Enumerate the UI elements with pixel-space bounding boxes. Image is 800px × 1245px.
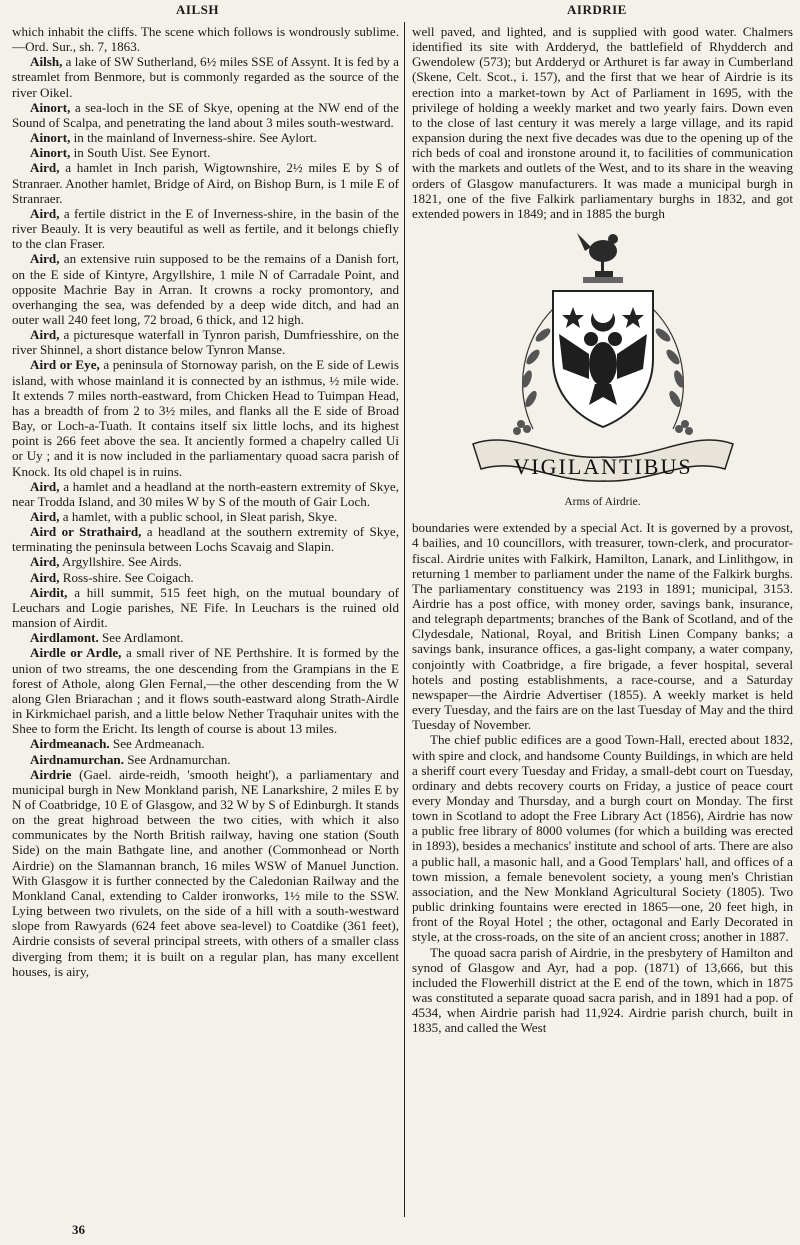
gazetteer-entry bbox=[12, 145, 399, 160]
arms-caption: Arms of Airdrie. bbox=[564, 496, 641, 509]
entry-text: in the mainland of Inverness-shire. See Aylort. bbox=[70, 130, 317, 146]
running-head bbox=[0, 0, 800, 20]
entry-headword: Airdle or Ardle, bbox=[30, 645, 122, 661]
entry-headword: Airdmeanach. bbox=[30, 736, 110, 752]
entry-headword: Ainort, bbox=[30, 145, 71, 161]
entry-text: See Ardnamurchan. bbox=[123, 751, 231, 767]
entry-headword: Aird or Strathaird, bbox=[30, 524, 142, 540]
entry-headword: Ailsh, bbox=[30, 54, 63, 70]
entry-text: The chief public edifices are a good Town-Hall, erected about 1832, with spire and clock, and handsome County Buildings, in which are held a sheriff court every Tuesday and Friday, a small-debt court on Tuesday, ordinary and debts recovery courts on Friday, a justice of peace court every Monday and Thursday, and a burgh court on Monday. The first town in Scotland to adopt the Free Library Act (1856), Airdrie has now a public free library of 8000 volumes (for which a building was erected in 1893), besides a mechanics' institute and school of arts. There are also a public hall, a masonic hall, and a Good Templars' hall, and offices of a town mission, a female benevolent society, a young men's Christian association, and the New Monkland Agricultural Society (1805). Two public drinking fountains were erected in 1865—one, 20 feet high, in front of the Royal Hotel ; the other, octagonal and Early Decorated in style, at the cross-roads, on the site of an ancient cross; another in 1887. bbox=[412, 732, 793, 945]
entry-text: a peninsula of Stornoway parish, on the E side of Lewis island, with whose mainland it is connected by an isthmus, ½ mile wide. It extends 7 miles north-eastward, from Chicken Head to Tuimpan Head, has a breadth of from 2 to 3½ miles, and flanks all the E side of Broad Bay, or Loch-a-Tuath. It contains itself six little lochs, and its highest point is 266 feet above the sea. It anciently formed a chapelry called Ui or Uy ; and it is now included in the parliamentary quoad sacra parish of Knock. Its old chapel is in ruins. bbox=[12, 357, 399, 479]
arms-illustration bbox=[412, 229, 793, 491]
entry-headword: Aird, bbox=[30, 327, 60, 343]
entry-text: a small river of NE Perthshire. It is formed by the union of two streams, the one descending from the Grampians in the E forest of Athole, along Glen Fernal,—the other descending from the W along Glen Briarachan ; and it flows south-eastward along Strath-Airdle in Kirkmichael parish, and a little below Nether Traquhair unites with the Shee to form the Ericht. Its length of course is about 13 miles. bbox=[12, 645, 399, 737]
entry-headword: Aird, bbox=[30, 478, 60, 494]
arms-of-airdrie-icon bbox=[453, 229, 753, 491]
entry-text: See Ardlamont. bbox=[98, 630, 184, 646]
entry-text: a hill summit, 515 feet high, on the mutual boundary of Leuchars and Logie parishes, NE Fife. In Leuchars is the ruined old mansion of Airdit. bbox=[12, 584, 399, 631]
entry-headword: Ainort, bbox=[30, 130, 71, 146]
entry-text: See Ardmeanach. bbox=[109, 736, 205, 752]
entry-headword: Airdnamurchan. bbox=[30, 751, 124, 767]
entry-text: a sea-loch in the SE of Skye, opening at the NW end of the Sound of Scalpa, and penetrating the land about 3 miles south-westward. bbox=[12, 99, 399, 130]
gazetteer-entry bbox=[412, 24, 793, 221]
entry-headword: Airdrie bbox=[30, 766, 72, 782]
entry-headword: Aird, bbox=[30, 554, 60, 570]
gazetteer-entry bbox=[12, 160, 399, 205]
entry-headword: Aird, bbox=[30, 569, 60, 585]
right-column bbox=[412, 24, 793, 1221]
entry-text: in South Uist. See Eynort. bbox=[70, 145, 211, 161]
entry-text: The quoad sacra parish of Airdrie, in the presbytery of Hamilton and synod of Glasgow and Ayr, had a pop. (1871) of 13,666, but this included the Flowerhill district at the E end of the town, which in 1875 was constituted a separate quoad sacra parish, and in 1891 had a pop. of 4534, when Airdrie parish had 11,924. Airdrie parish church, built in 1835, and called the West bbox=[412, 944, 793, 1036]
entry-text: well paved, and lighted, and is supplied with good water. Chalmers identified its site with Ardderyd, the battlefield of Rhydderch and Gwendolew (573); but Ardderyd or Arthuret is far away in Cumberland (Skene, Celt. Scot., i. 157), and the first that we hear of Airdrie is its erection into a market-town by Act of Parliament in 1695, with the privilege of holding a weekly market and two yearly fairs. Down even to the close of last century it was merely a large village, and its rapid expansion during the next five decades was due to the opening up of the rich beds of coal and ironstone around it, to facilities of communication with the markets and outlets of the West, and to its share in the weaving orders of Glasgow manufacturers. It was made a municipal burgh in 1821, one of the five Falkirk parliamentary burghs in 1832, and got extended powers in 1849; and in 1885 the burgh bbox=[412, 24, 793, 221]
arms-motto: VIGILANTIBUS bbox=[512, 454, 693, 480]
entry-text: a fertile district in the E of Inverness-shire, in the basin of the river Beauly. It is very beautiful as well as fertile, and it belongs chiefly to the clan Fraser. bbox=[12, 205, 399, 252]
entry-text: a headland at the southern extremity of Skye, terminating the peninsula between Lochs Scavaig and Slapin. bbox=[12, 524, 399, 555]
column-rule bbox=[404, 22, 405, 1217]
entry-text: Ross-shire. See Coigach. bbox=[59, 569, 194, 585]
gazetteer-entry bbox=[12, 554, 399, 569]
gazetteer-entry bbox=[12, 570, 399, 585]
entry-headword: Airdlamont. bbox=[30, 630, 99, 646]
entry-headword: Aird or Eye, bbox=[30, 357, 100, 373]
gazetteer-entry bbox=[12, 630, 399, 645]
entry-headword: Aird, bbox=[30, 251, 60, 267]
entry-text: a picturesque waterfall in Tynron parish, Dumfriesshire, on the river Shinnel, a short distance below Tynron Manse. bbox=[12, 327, 399, 358]
entry-text: a hamlet in Inch parish, Wigtownshire, 2½ miles E by S of Stranraer. Another hamlet, Bridge of Aird, on Bishop Burn, is 1 mile E of Stranraer. bbox=[12, 160, 399, 206]
entry-text: Argyllshire. See Airds. bbox=[59, 554, 182, 570]
gazetteer-entry bbox=[12, 357, 399, 478]
gazetteer-entry bbox=[12, 54, 399, 99]
gazetteer-entry bbox=[12, 24, 399, 54]
gazetteer-entry bbox=[12, 206, 399, 251]
gazetteer-entry bbox=[12, 524, 399, 554]
running-head-right: AIRDRIE bbox=[567, 2, 627, 17]
gazetteer-entry bbox=[12, 736, 399, 751]
entry-text: (Gael. airde-reidh, 'smooth height'), a parliamentary and municipal burgh in New Monkland parish, NE Lanarkshire, 2 miles E by N of Coatbridge, 10 E of Glasgow, and 32 W by S of Edinburgh. It stands on the great highroad between the two cities, with which it also communicates by the North British railway, having one station (South Side) on the main Bathgate line, and another (Commonhead or North Airdrie) on the Slamannan branch, 16 miles WSW of Manuel Junction. With Glasgow it is further connected by the Caledonian Railway and the Monkland Canal, extending to Calder ironworks, 1½ mile to the SSW. Lying between two rivulets, on the side of a hill with a south-westward slope from Rawyards (624 feet above sea-level) to Coatdike (361 feet), Airdrie consists of several principal streets, with others of a smaller class diverging from them; it is built on a regular plan, has many excellent houses, is airy, bbox=[12, 766, 399, 979]
entry-text: which inhabit the cliffs. The scene which follows is wondrously sublime.—Ord. Sur., sh. 7, 1863. bbox=[12, 24, 399, 55]
right-column-top-text bbox=[412, 24, 793, 221]
gazetteer-entry bbox=[12, 100, 399, 130]
gazetteer-entry bbox=[12, 509, 399, 524]
entry-text: a lake of SW Sutherland, 6½ miles SSE of Assynt. It is fed by a streamlet from Benmore, but is commonly regarded as the source of the river Oikel. bbox=[12, 54, 399, 100]
entry-headword: Aird, bbox=[30, 509, 60, 524]
entry-headword: Ainort, bbox=[30, 99, 71, 115]
gazetteer-entry bbox=[12, 585, 399, 630]
gazetteer-entry bbox=[412, 732, 793, 944]
gazetteer-entry bbox=[12, 327, 399, 357]
gazetteer-entry bbox=[412, 520, 793, 732]
gazetteer-entry bbox=[12, 645, 399, 736]
entry-text: an extensive ruin supposed to be the remains of a Danish fort, on the E side of Kintyre, Argyllshire, 1 mile N of Carradale Point, and opposite Machrie Bay in Arran. It crowns a rocky promontory, and overhanging the sea, was defended by a deep wide ditch, and had an outer wall 240 feet long, 72 broad, 6 thick, and 12 high. bbox=[12, 251, 399, 327]
gazetteer-entry bbox=[12, 130, 399, 145]
left-column bbox=[12, 24, 399, 1221]
page-number: 36 bbox=[72, 1222, 85, 1237]
gazetteer-entry bbox=[412, 945, 793, 1036]
entry-headword: Aird, bbox=[30, 160, 60, 176]
right-column-bottom-text bbox=[412, 520, 793, 1035]
entry-text: a hamlet and a headland at the north-eastern extremity of Skye, near Trodda Island, and 30 miles W by S of the mouth of Gair Loch. bbox=[12, 478, 399, 509]
entry-headword: Airdit, bbox=[30, 584, 68, 600]
gazetteer-entry bbox=[12, 479, 399, 509]
running-head-left: AILSH bbox=[176, 2, 219, 17]
entry-headword: Aird, bbox=[30, 205, 60, 221]
gazetteer-entry bbox=[12, 767, 399, 979]
gazetteer-entry bbox=[12, 251, 399, 327]
entry-text: boundaries were extended by a special Act. It is governed by a provost, 4 bailies, and 10 councillors, with treasurer, town-clerk, and procurator-fiscal. Airdrie unites with Falkirk, Hamilton, Lanark, and Linlithgow, in returning 1 member to parliament under the name of the Falkirk burghs. The parliamentary constituency was 2193 in 1891; municipal, 3153. Airdrie has a post office, with money order, savings bank, insurance, and telegraph departments; branches of the Bank of Scotland, and of the Clydesdale, National, Royal, and British Linen Company banks; a savings bank, insurance offices, a gas-light company, a water company, conjointly with Coatbridge, a fire brigade, a fever hospital, several hotels and posting establishments, a race-course, and a Saturday newspaper—the Airdrie Advertiser (1855). A weekly market is held every Tuesday, and the fairs are on the last Tuesday of May and the third Tuesday of November. bbox=[412, 520, 793, 733]
entry-text: a hamlet, with a public school, in Sleat parish, Skye. bbox=[59, 509, 338, 524]
gazetteer-entry bbox=[12, 752, 399, 767]
